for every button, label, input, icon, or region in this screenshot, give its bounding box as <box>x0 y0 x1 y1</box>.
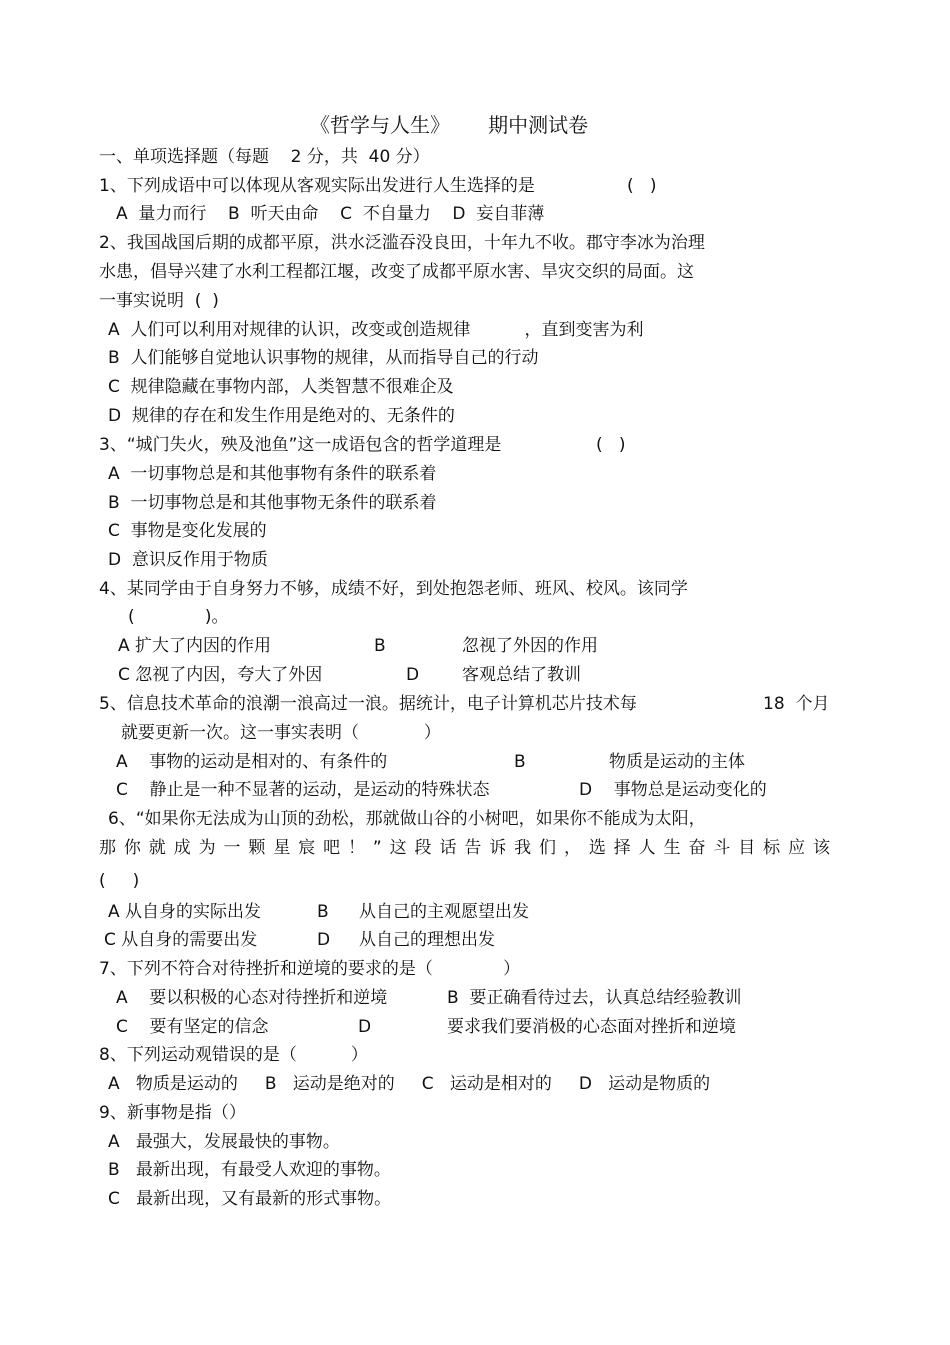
q5-option-d: D 事物总是运动变化的 <box>579 780 767 800</box>
q2-line1: 2、我国战国后期的成都平原，洪水泛滥吞没良田，十年九不收。郡守李冰为治理 <box>99 233 705 253</box>
exam-title: 《哲学与人生》 期中测试卷 <box>310 113 589 137</box>
q5-option-b: 物质是运动的主体 <box>609 752 745 772</box>
q5-line1: 5、信息技术革命的浪潮一浪高过一浪。据统计，电子计算机芯片技术每 <box>99 694 637 714</box>
q8-text: 8、下列运动观错误的是（ ） <box>99 1045 368 1065</box>
q6-option-b: 从自己的主观愿望出发 <box>359 902 529 922</box>
q7-option-b: B 要正确看待过去，认真总结经验教训 <box>447 988 742 1008</box>
q3-text: 3、“城门失火，殃及池鱼”这一成语包含的哲学道理是 <box>99 435 502 455</box>
q7-option-d-letter: D <box>358 1017 372 1037</box>
q9-text: 9、新事物是指（） <box>99 1103 246 1123</box>
q4-line1: 4、某同学由于自身努力不够，成绩不好，到处抱怨老师、班风、校风。该同学 <box>99 579 688 599</box>
q6-option-d: 从自己的理想出发 <box>359 930 495 950</box>
q8-options: A 物质是运动的 B 运动是绝对的 C 运动是相对的 D 运动是物质的 <box>108 1074 711 1094</box>
q7-option-d: 要求我们要消极的心态面对挫折和逆境 <box>447 1017 736 1037</box>
q5-line2: 就要更新一次。这一事实表明（ ） <box>121 723 441 743</box>
q5-option-c: C 静止是一种不显著的运动，是运动的特殊状态 <box>116 780 490 800</box>
q1-paren: ( ) <box>627 176 657 196</box>
q2-option-c: C 规律隐藏在事物内部，人类智慧不很难企及 <box>108 377 454 397</box>
q4-option-c: C 忽视了内因，夸大了外因 <box>118 665 323 685</box>
section-heading: 一、单项选择题（每题 2 分，共 40 分） <box>99 147 430 167</box>
q5-option-a: A 事物的运动是相对的、有条件的 <box>116 752 388 772</box>
q5-line1-end: 18 个月 <box>763 694 830 714</box>
q2-option-d: D 规律的存在和发生作用是绝对的、无条件的 <box>108 406 455 426</box>
q6-line2: 那你就成为一颗星宸吧！”这段话告诉我们，选择人生奋斗目标应该 <box>99 838 830 858</box>
q1-options: A 量力而行 B 听天由命 C 不自量力 D 妄自菲薄 <box>116 204 545 224</box>
q3-option-b: B 一切事物总是和其他事物无条件的联系着 <box>108 493 437 513</box>
q2-option-b: B 人们能够自觉地认识事物的规律，从而指导自己的行动 <box>108 348 539 368</box>
q4-option-a: A 扩大了内因的作用 <box>118 636 272 656</box>
q2-line3: 一事实说明 ( ) <box>99 291 219 311</box>
q2-option-a: A 人们可以利用对规律的认识，改变或创造规律 ，直到变害为利 <box>108 320 644 340</box>
q6-option-d-letter: D <box>317 930 331 950</box>
q6-line3: ( ) <box>99 871 140 891</box>
q9-option-b: B 最新出现，有最受人欢迎的事物。 <box>108 1160 391 1180</box>
q4-option-d: 客观总结了教训 <box>462 665 581 685</box>
q5-option-b-letter: B <box>514 752 526 772</box>
q7-text: 7、下列不符合对待挫折和逆境的要求的是（ ） <box>99 959 521 979</box>
q9-option-c: C 最新出现，又有最新的形式事物。 <box>108 1189 392 1209</box>
q6-option-c: C 从自身的需要出发 <box>104 930 258 950</box>
q6-option-a: A 从自身的实际出发 <box>108 902 262 922</box>
q2-line2: 水患，倡导兴建了水利工程都江堰，改变了成都平原水害、旱灾交织的局面。这 <box>99 262 694 282</box>
q3-paren: ( ) <box>596 435 626 455</box>
q3-option-c: C 事物是变化发展的 <box>108 521 267 541</box>
q3-option-d: D 意识反作用于物质 <box>108 550 268 570</box>
q6-line1: 6、“如果你无法成为山顶的劲松，那就做山谷的小树吧，如果你不能成为太阳， <box>108 809 706 829</box>
q4-option-b-letter: B <box>374 636 386 656</box>
q6-option-b-letter: B <box>317 902 329 922</box>
q9-option-a: A 最强大，发展最快的事物。 <box>108 1132 340 1152</box>
q7-option-a: A 要以积极的心态对待挫折和逆境 <box>116 988 388 1008</box>
q4-option-b: 忽视了外因的作用 <box>462 636 598 656</box>
q4-option-d-letter: D <box>406 665 420 685</box>
q3-option-a: A 一切事物总是和其他事物有条件的联系着 <box>108 464 437 484</box>
q1-text: 1、下列成语中可以体现从客观实际出发进行人生选择的是 <box>99 176 535 196</box>
q7-option-c: C 要有坚定的信念 <box>116 1017 269 1037</box>
q4-line2: ( )。 <box>128 607 229 627</box>
